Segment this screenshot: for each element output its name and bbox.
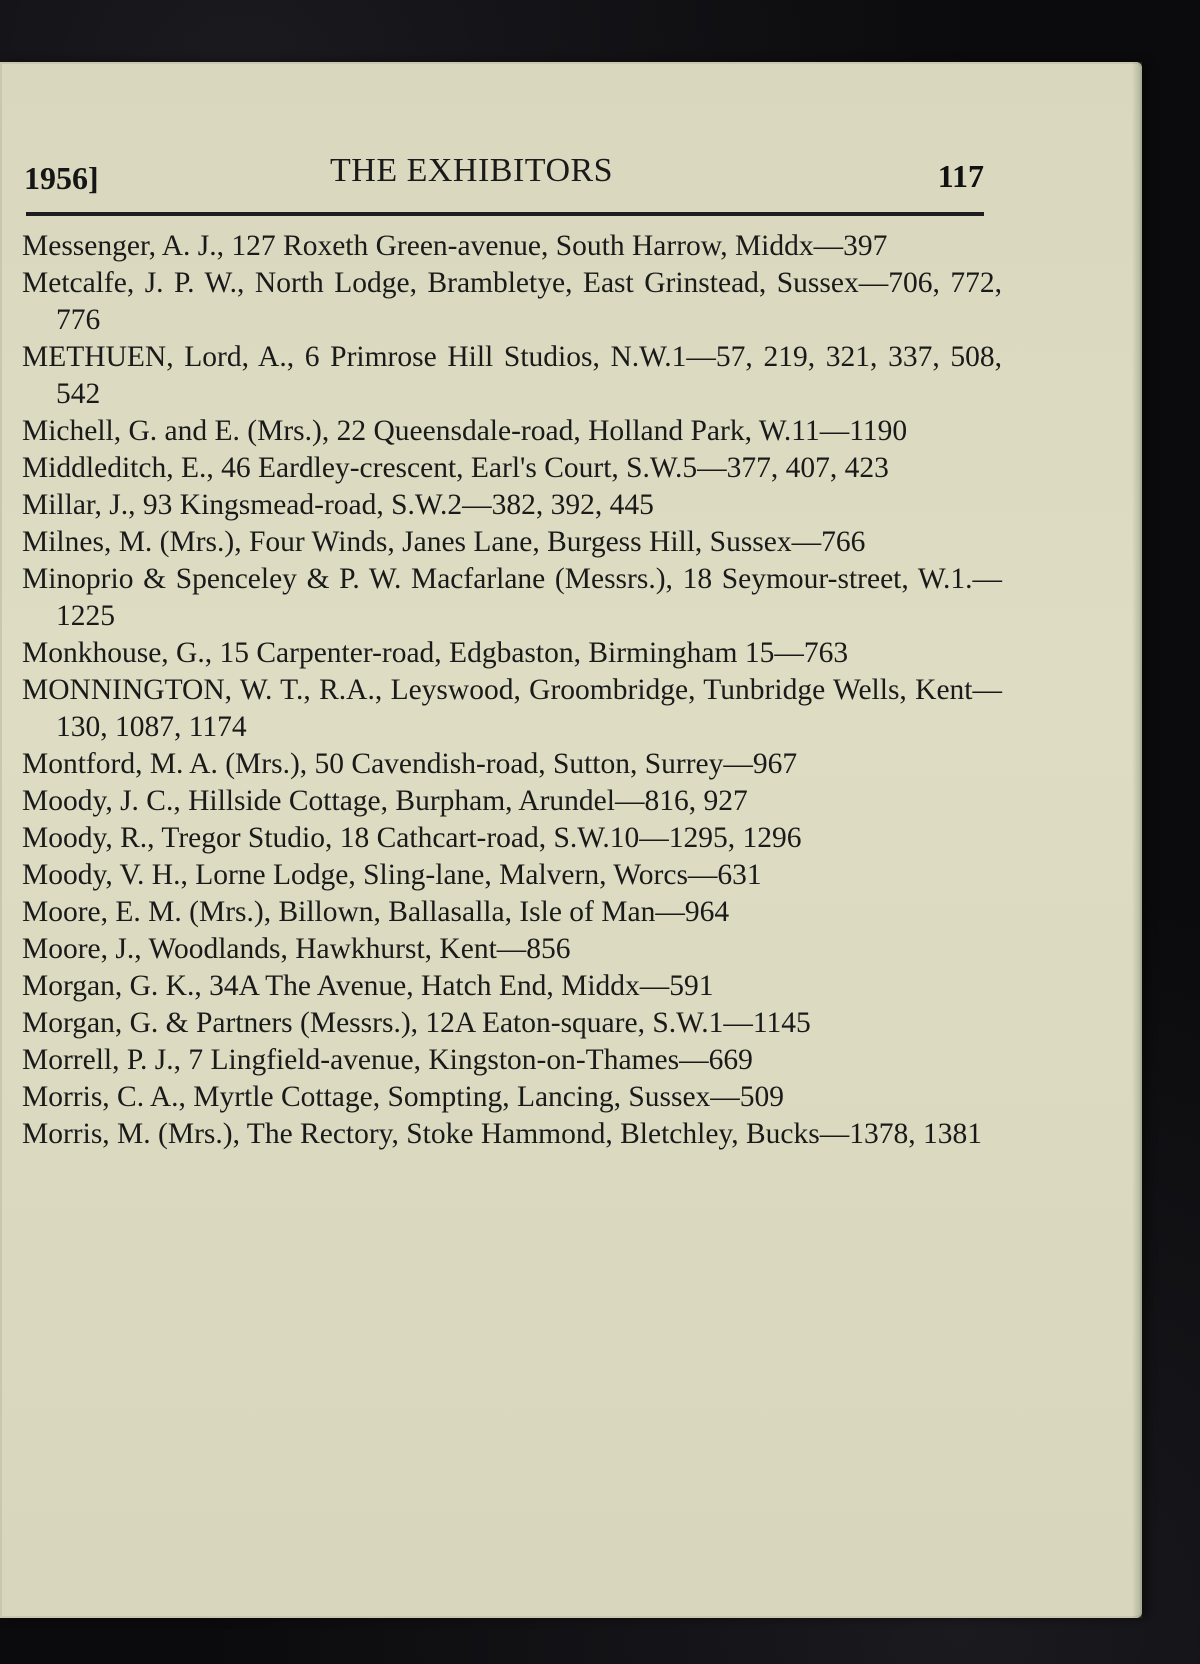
page-header: [24, 94, 984, 196]
exhibitor-entry-middleditch: Middleditch, E., 46 Eardley-crescent, Earl's Court, S.W.5—377, 407, 423: [22, 452, 889, 484]
exhibitor-entry-monkhouse: Monkhouse, G., 15 Carpenter-road, Edgbaston, Birmingham 15—763: [22, 637, 849, 669]
exhibitor-entry-methuen: METHUEN, Lord, A., 6 Primrose Hill Studios, N.W.1—57, 219, 321, 337, 508, 542: [22, 341, 1002, 410]
exhibitor-entry-michell: Michell, G. and E. (Mrs.), 22 Queensdale-road, Holland Park, W.11—1190: [22, 415, 908, 447]
exhibitor-entry-morris-m: Morris, M. (Mrs.), The Rectory, Stoke Hammond, Bletchley, Bucks—1378, 1381: [22, 1118, 983, 1150]
header-title: THE EXHIBITORS: [330, 152, 614, 189]
exhibitor-entry-moody-vh: Moody, V. H., Lorne Lodge, Sling-lane, Malvern, Worcs—631: [22, 859, 762, 891]
exhibitor-entry-montford: Montford, M. A. (Mrs.), 50 Cavendish-road, Sutton, Surrey—967: [22, 748, 798, 780]
exhibitor-entry-millar: Millar, J., 93 Kingsmead-road, S.W.2—382, 392, 445: [22, 489, 654, 521]
exhibitor-entry-moore-em: Moore, E. M. (Mrs.), Billown, Ballasalla, Isle of Man—964: [22, 896, 730, 928]
header-page-number: 117: [937, 158, 984, 194]
exhibitor-entry-metcalfe: Metcalfe, J. P. W., North Lodge, Brambletye, East Grinstead, Sussex—706, 772, 776: [22, 267, 1002, 336]
exhibitor-entry-messenger: Messenger, A. J., 127 Roxeth Green-avenue, South Harrow, Middx—397: [22, 230, 888, 262]
exhibitor-entry-moody-jc: Moody, J. C., Hillside Cottage, Burpham, Arundel—816, 927: [22, 785, 748, 817]
header-rule: [26, 212, 984, 216]
exhibitor-entry-morrell: Morrell, P. J., 7 Lingfield-avenue, Kingston-on-Thames—669: [22, 1044, 753, 1076]
exhibitor-entry-monnington: MONNINGTON, W. T., R.A., Leyswood, Groombridge, Tunbridge Wells, Kent—130, 1087, 1174: [22, 674, 1002, 743]
exhibitor-entry-morgan-partners: Morgan, G. & Partners (Messrs.), 12A Eaton-square, S.W.1—1145: [22, 1007, 811, 1039]
exhibitor-entry-milnes: Milnes, M. (Mrs.), Four Winds, Janes Lane, Burgess Hill, Sussex—766: [22, 526, 866, 558]
header-year: 1956]: [24, 160, 99, 196]
exhibitor-entry-moody-r: Moody, R., Tregor Studio, 18 Cathcart-road, S.W.10—1295, 1296: [22, 822, 802, 854]
exhibitor-entry-morris-ca: Morris, C. A., Myrtle Cottage, Sompting, Lancing, Sussex—509: [22, 1081, 785, 1113]
exhibitor-list: [22, 228, 1002, 1153]
exhibitor-entry-morgan-gk: Morgan, G. K., 34A The Avenue, Hatch End, Middx—591: [22, 970, 714, 1002]
exhibitor-entry-minoprio: Minoprio & Spenceley & P. W. Macfarlane (Messrs.), 18 Seymour-street, W.1.—1225: [22, 563, 1002, 632]
exhibitor-entry-moore-j: Moore, J., Woodlands, Hawkhurst, Kent—856: [22, 933, 571, 965]
